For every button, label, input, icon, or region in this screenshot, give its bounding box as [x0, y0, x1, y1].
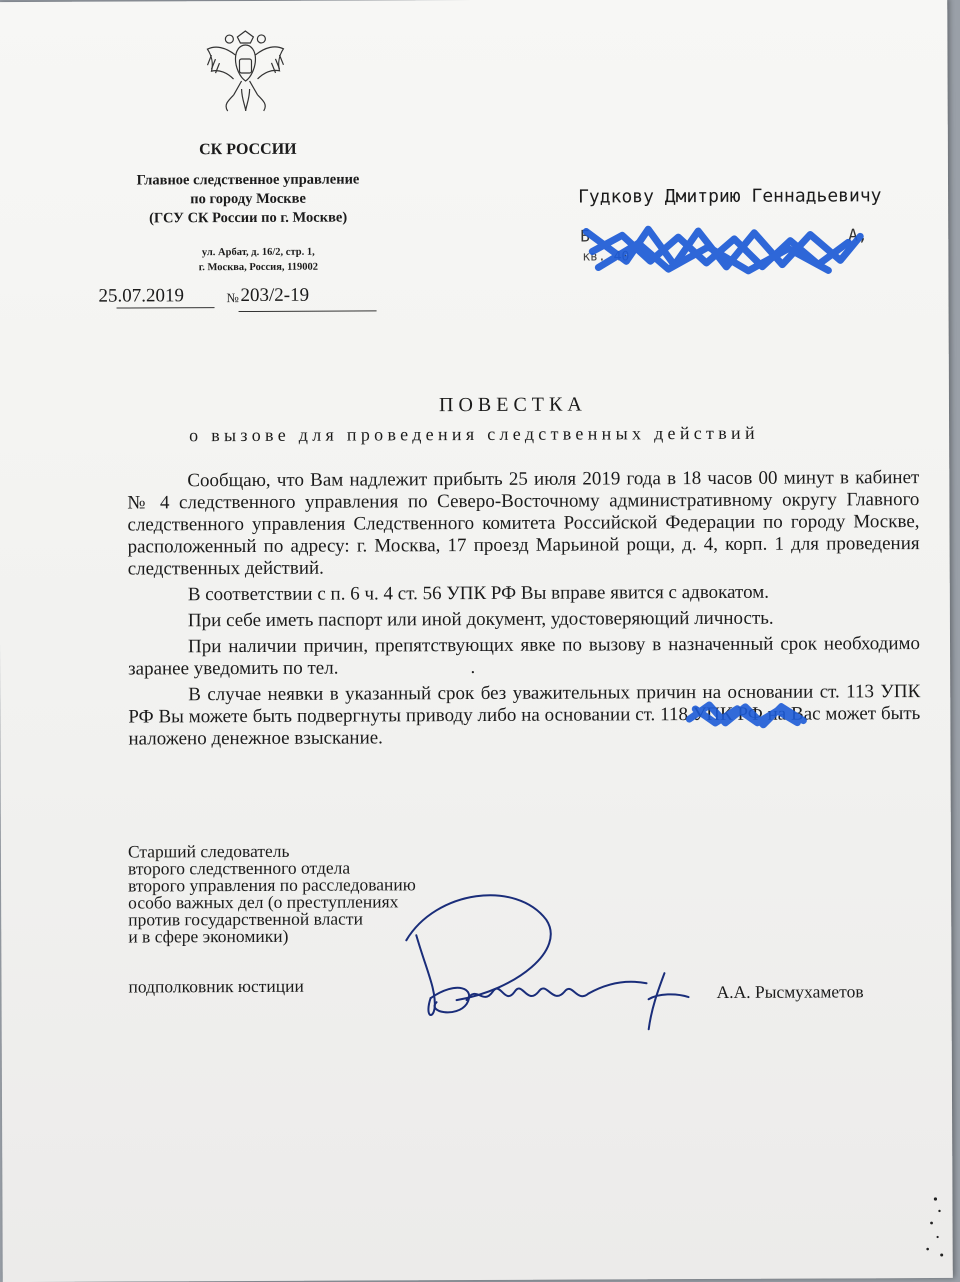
org-full-name — [108, 170, 388, 228]
paragraph-lawyer: В соответствии с п. 6 ч. 4 ст. 56 УПК РФ Вы вправе явится с адвокатом. — [187, 581, 770, 606]
recipient-address-end: А, — [848, 225, 868, 245]
redaction-scribble-phone — [685, 699, 813, 730]
recipient-apartment: кв. 40 — [582, 249, 630, 265]
number-sign: № — [226, 290, 239, 306]
signatory-position — [128, 842, 416, 945]
document-number: 203/2-19 — [240, 284, 310, 307]
paragraph-passport: При себе иметь паспорт или иной документ, удостоверяющий личность. — [187, 607, 774, 632]
handwritten-signature — [396, 879, 697, 1040]
document-subtitle: о вызове для проведения следственных действий — [189, 422, 759, 446]
org-address — [138, 244, 378, 275]
coat-of-arms-emblem — [197, 29, 293, 119]
paragraph-penalty: В случае неявки в указанный срок без уважительных причин на основании ст. 113 УПК РФ Вы можете быть подвергнуты приводу либо на основании ст. 118 УПК РФ на Вас может быть наложено денежное взыскание. — [128, 681, 921, 750]
position-line-5: против государственной власти — [128, 908, 363, 930]
position-line-4: особо важных дел (о преступлениях — [128, 891, 399, 913]
address-line-1: ул. Арбат, д. 16/2, стр. 1, — [201, 246, 315, 259]
number-underline — [239, 310, 377, 312]
notify-end: . — [470, 656, 476, 679]
document-title: ПОВЕСТКА — [438, 393, 587, 417]
redaction-scribble-address — [578, 220, 868, 276]
date-underline — [117, 307, 215, 308]
notify-text: При наличии причин, препятствующих явке по вызову в назначенный срок необходимо заранее уведомить по тел. — [128, 633, 921, 680]
signatory-name: А.А. Рысмухаметов — [716, 981, 864, 1002]
position-line-2: второго следственного отдела — [127, 857, 351, 879]
paragraph-notify — [128, 633, 920, 680]
address-line-2: г. Москва, Россия, 119002 — [198, 261, 319, 274]
org-line-2: по городу Москве — [190, 190, 306, 208]
org-short-name: СК РОССИИ — [199, 140, 297, 159]
signatory-rank: подполковник юстиции — [128, 975, 304, 997]
recipient-name: Гудкову Дмитрию Геннадьевичу — [578, 185, 882, 208]
position-line-3: второго управления по расследованию — [128, 874, 416, 896]
org-line-1: Главное следственное управление — [136, 171, 360, 189]
position-line-6: и в сфере экономики) — [128, 925, 289, 947]
paragraph-summons: Сообщаю, что Вам надлежит прибыть 25 июля 2019 года в 18 часов 00 минут в кабинет № 4 следственного управления по Северо-Восточному административному округу Главного следственного управления Следственного комитета Российской Федерации по городу Москве, расположенный по адресу: г. Москва, 17 проезд Марьиной рощи, д. 4, корп. 1 для проведения следственных действий. — [127, 467, 920, 580]
document-date: 25.07.2019 — [98, 285, 185, 307]
recipient-address-start: Б — [580, 226, 590, 246]
paper-specks — [907, 1193, 947, 1263]
org-line-3: (ГСУ СК России по г. Москве) — [149, 209, 348, 227]
position-line-1: Старший следователь — [127, 840, 290, 862]
